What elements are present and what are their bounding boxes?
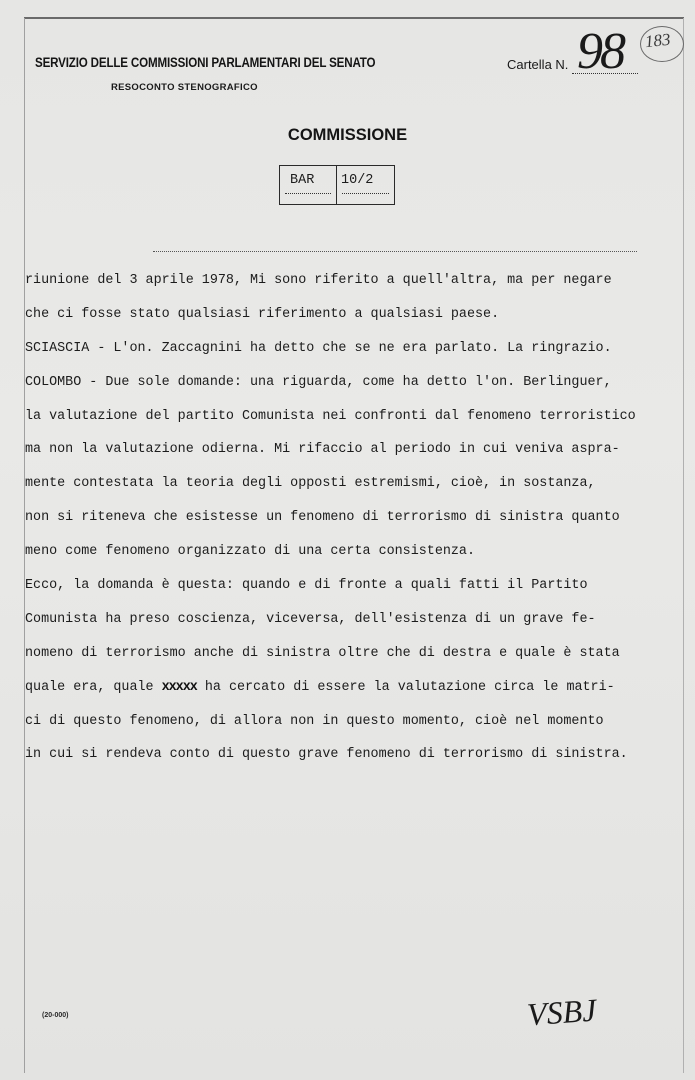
transcript-line: mente contestata la teoria degli opposti estremismi, cioè, in sostanza, bbox=[25, 476, 596, 492]
transcript-line: meno come fenomeno organizzato di una certa consistenza. bbox=[25, 544, 475, 560]
transcript-line: COLOMBO - Due sole domande: una riguarda, come ha detto l'on. Berlinguer, bbox=[25, 374, 612, 390]
transcript-line: non si riteneva che esistesse un fenomeno di terrorismo di sinistra quanto bbox=[25, 510, 620, 526]
code-right-text: 10/2 bbox=[341, 173, 374, 188]
transcript-line: nomeno di terrorismo anche di sinistra oltre che di destra e quale è stata bbox=[25, 645, 620, 661]
code-left-dots bbox=[285, 193, 331, 194]
transcript-line: la valutazione del partito Comunista nei confronti dal fenomeno terroristico bbox=[25, 408, 636, 424]
struck-out-text: xxxxx bbox=[161, 679, 197, 695]
transcript-body bbox=[25, 264, 665, 772]
code-cell-right bbox=[337, 166, 394, 204]
code-right-dots bbox=[342, 193, 389, 194]
transcript-line: ci di questo fenomeno, di allora non in questo momento, cioè nel momento bbox=[25, 713, 604, 729]
header-title: SERVIZIO DELLE COMMISSIONI PARLAMENTARI DEL SENATO bbox=[35, 55, 376, 70]
line-text-after: ha cercato di essere la valutazione circa le matri- bbox=[196, 679, 615, 695]
line-text-before: quale era, quale bbox=[25, 679, 162, 695]
code-cell-left bbox=[280, 166, 337, 204]
top-border-rule bbox=[24, 17, 684, 19]
code-left-text: BAR bbox=[290, 173, 315, 188]
transcript-line: Comunista ha preso coscienza, viceversa, dell'esistenza di un grave fe- bbox=[25, 611, 596, 627]
right-border-rule bbox=[683, 18, 684, 1073]
handwritten-initials: VSBJ bbox=[525, 991, 598, 1033]
transcript-line: che ci fosse stato qualsiasi riferimento a qualsiasi paese. bbox=[25, 306, 500, 322]
header-subtitle: RESOCONTO STENOGRAFICO bbox=[111, 82, 258, 93]
cartella-number-handwritten: 98 bbox=[577, 23, 623, 80]
separator-dotted-line bbox=[153, 251, 637, 252]
transcript-line: ma non la valutazione odierna. Mi rifaccio al periodo in cui veniva aspra- bbox=[25, 442, 620, 458]
section-heading: COMMISSIONE bbox=[287, 126, 408, 144]
transcript-line: in cui si rendeva conto di questo grave fenomeno di terrorismo di sinistra. bbox=[25, 747, 628, 763]
footer-code: (20-000) bbox=[42, 1012, 69, 1019]
transcript-line bbox=[25, 671, 665, 705]
transcript-line: riunione del 3 aprile 1978, Mi sono riferito a quell'altra, ma per negare bbox=[25, 273, 612, 288]
code-box bbox=[279, 165, 395, 205]
cartella-label: Cartella N. bbox=[507, 57, 569, 72]
transcript-line: Ecco, la domanda è questa: quando e di fronte a quali fatti il Partito bbox=[25, 578, 588, 594]
stamp-number: 183 bbox=[644, 29, 672, 52]
transcript-line: SCIASCIA - L'on. Zaccagnini ha detto che se ne era parlato. La ringrazio. bbox=[25, 340, 612, 356]
